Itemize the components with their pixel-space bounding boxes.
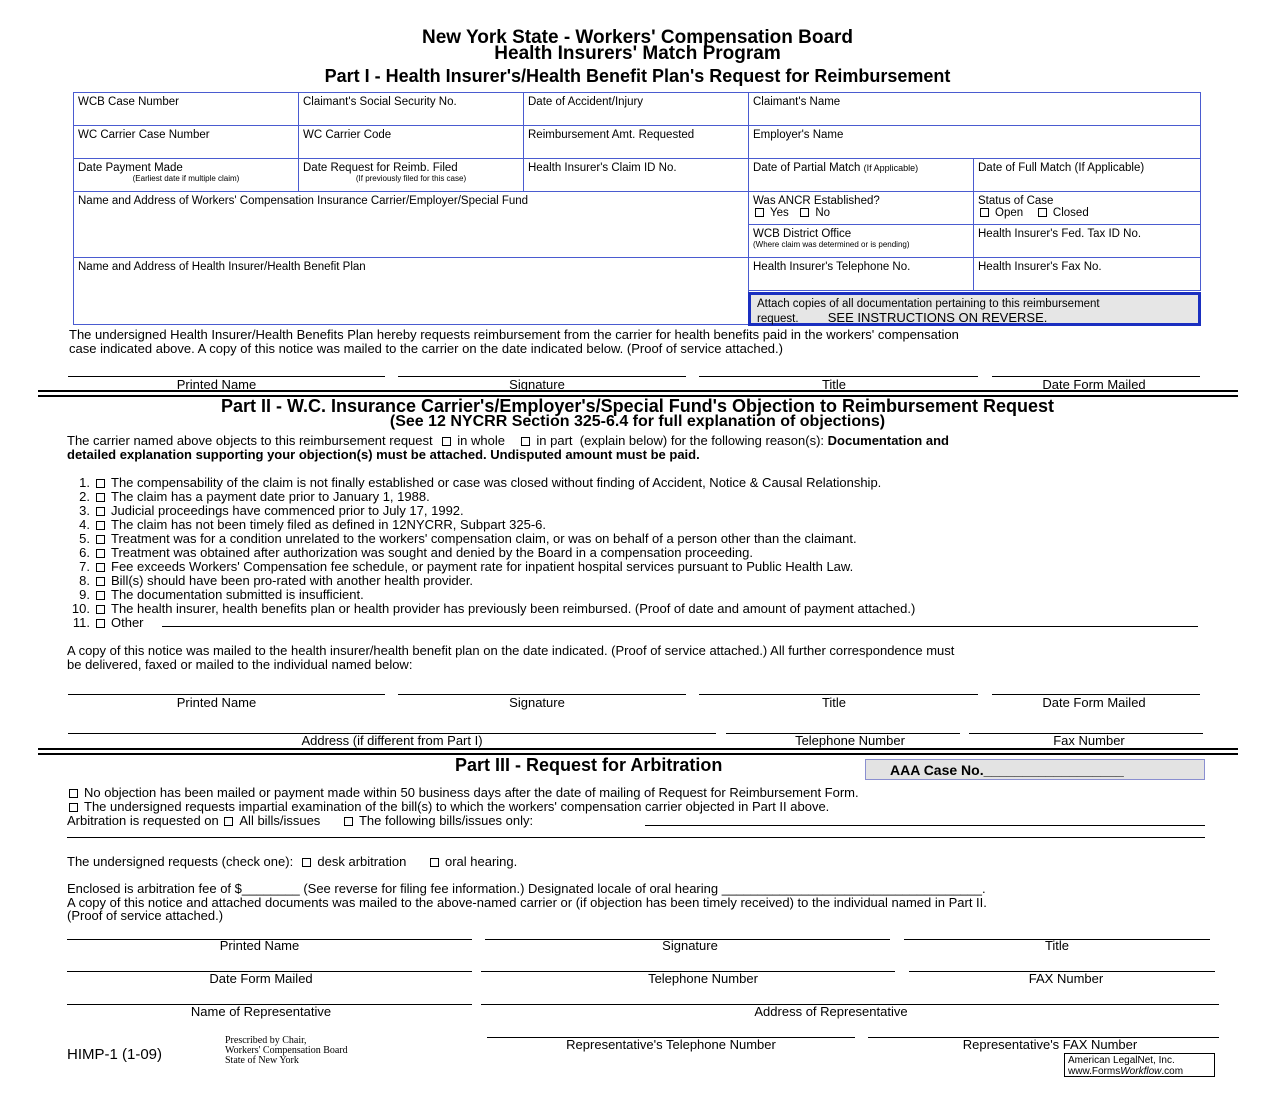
- part3-arbitration-row: [67, 813, 533, 828]
- part1-printed-name-label: Printed Name: [176, 377, 257, 392]
- ssn-label: Claimant's Social Security No.: [303, 96, 457, 108]
- ancr-field: [748, 191, 974, 225]
- part2-address-label: Address (if different from Part I): [301, 733, 483, 748]
- part3-fax-label: FAX Number: [1028, 971, 1104, 986]
- employer-name-label: Employer's Name: [753, 129, 844, 141]
- ancr-no-checkbox[interactable]: [800, 208, 809, 217]
- vendor-url[interactable]: [1068, 1066, 1183, 1077]
- ancr-yes-label: Yes: [770, 207, 789, 219]
- status-case-label: Status of Case: [978, 195, 1054, 207]
- part2-intro-bold-2: detailed explanation supporting your objection(s) must be attached. Undisputed amount must be paid.: [67, 447, 700, 462]
- reason-number: 9.: [79, 587, 90, 602]
- part2-intro-line: [67, 433, 949, 448]
- attach-note-2: request.: [757, 313, 799, 325]
- reason-text: Other: [111, 615, 144, 630]
- part2-telephone-label: Telephone Number: [795, 733, 905, 748]
- reason-checkbox[interactable]: [96, 605, 105, 614]
- part3-signature-label: Signature: [662, 938, 718, 953]
- reason-row-5: [66, 531, 857, 546]
- reason-text: The claim has a payment date prior to January 1, 1988.: [111, 489, 430, 504]
- examination-checkbox[interactable]: [69, 803, 78, 812]
- part1-statement-2: case indicated above. A copy of this notice was mailed to the carrier on the date indicated below. (Proof of service attached.): [69, 341, 783, 356]
- reason-row-9: [66, 587, 364, 602]
- insurer-address-label: Name and Address of Health Insurer/Health Benefit Plan: [78, 261, 366, 273]
- part3-copy-2: (Proof of service attached.): [67, 908, 224, 923]
- reason-checkbox[interactable]: [96, 479, 105, 488]
- status-case-field: [973, 191, 1201, 225]
- reason-text: Judicial proceedings have commenced prior to July 17, 1992.: [111, 503, 464, 518]
- arbitration-fee-line: Enclosed is arbitration fee of $________ (See reverse for filing fee information.) Designated locale of oral hearing ____________________________________.: [67, 881, 986, 896]
- reason-checkbox[interactable]: [96, 535, 105, 544]
- rep-telephone-label: Representative's Telephone Number: [566, 1037, 776, 1052]
- part3-title: Part III - Request for Arbitration: [455, 755, 723, 775]
- reason-checkbox[interactable]: [96, 591, 105, 600]
- claimant-name-field[interactable]: [748, 92, 1201, 126]
- insurer-fax-label: Health Insurer's Fax No.: [978, 261, 1102, 273]
- reason-row-6: [66, 545, 753, 560]
- status-closed-label: Closed: [1052, 207, 1089, 219]
- date-payment-sub: (Earliest date if multiple claim): [132, 174, 240, 183]
- claimant-name-label: Claimant's Name: [753, 96, 841, 108]
- reason-text: The compensability of the claim is not finally established or case was closed without finding of Accident, Notice & Causal Relationship.: [111, 475, 882, 490]
- part1-title-label: Title: [821, 377, 847, 392]
- employer-name-field[interactable]: [748, 125, 1201, 159]
- rep-fax-label: Representative's FAX Number: [962, 1037, 1138, 1052]
- reason-row-3: [66, 503, 464, 518]
- reason-row-11: [66, 615, 144, 630]
- status-open-label: Open: [995, 207, 1024, 219]
- carrier-code-label: WC Carrier Code: [303, 129, 392, 141]
- reason-text: The documentation submitted is insufficient.: [111, 587, 364, 602]
- insurer-telephone-field[interactable]: [748, 257, 974, 291]
- reason-row-4: [66, 517, 546, 532]
- reason-row-1: [66, 475, 881, 490]
- reason-row-10: [66, 601, 915, 616]
- reimb-amt-field[interactable]: [523, 125, 749, 159]
- examination-label: The undersigned requests impartial examination of the bill(s) to which the workers' compensation carrier objected in Part II above.: [84, 799, 830, 814]
- vendor-name: American LegalNet, Inc.: [1068, 1055, 1175, 1066]
- part1-statement-1: The undersigned Health Insurer/Health Benefits Plan hereby requests reimbursement from the carrier for health benefits paid in the workers' compensation: [69, 327, 959, 342]
- part2-intro-a: The carrier named above objects to this reimbursement request: [67, 433, 433, 448]
- claim-id-field[interactable]: [523, 158, 749, 192]
- prescribed-3: State of New York: [225, 1055, 299, 1066]
- reason-row-7: [66, 559, 853, 574]
- part2-printed-name-label: Printed Name: [176, 695, 257, 710]
- reason-checkbox[interactable]: [96, 563, 105, 572]
- date-accident-field[interactable]: [523, 92, 749, 126]
- no-objection-checkbox[interactable]: [69, 789, 78, 798]
- following-bills-line[interactable]: [645, 825, 1205, 826]
- divider-part3: [38, 748, 1238, 755]
- part1-title: Part I - Health Insurer's/Health Benefit Plan's Request for Reimbursement: [324, 66, 951, 86]
- part3-telephone-label: Telephone Number: [648, 971, 758, 986]
- reason-text: Treatment was obtained after authorization was sought and denied by the Board in a compensation proceeding.: [111, 545, 753, 560]
- part1-date-label: Date Form Mailed: [1042, 377, 1146, 392]
- vendor-url-part1: www.Forms: [1068, 1066, 1121, 1077]
- reason-checkbox[interactable]: [96, 619, 105, 628]
- program-title: Health Insurers' Match Program: [494, 43, 781, 64]
- form-title: New York State - Workers' Compensation Board: [421, 27, 854, 48]
- reason-row-2: [66, 489, 430, 504]
- attach-note: Attach copies of all documentation pertaining to this reimbursement: [757, 298, 1100, 310]
- full-match-field[interactable]: [973, 158, 1201, 192]
- reimb-amt-label: Reimbursement Amt. Requested: [528, 129, 695, 141]
- part3-no-objection-row: [67, 785, 859, 800]
- part2-notice-2: be delivered, faxed or mailed to the individual named below:: [67, 657, 413, 672]
- vendor-box: [1064, 1053, 1215, 1077]
- reason-checkbox[interactable]: [96, 577, 105, 586]
- aaa-case-number-field[interactable]: AAA Case No.__________________: [865, 759, 1205, 780]
- carrier-code-field[interactable]: [298, 125, 524, 159]
- part3-title-label: Title: [1044, 938, 1070, 953]
- ssn-field[interactable]: [298, 92, 524, 126]
- in-whole-label: in whole: [457, 433, 505, 448]
- reason-checkbox[interactable]: [96, 549, 105, 558]
- district-office-sub: (Where claim was determined or is pending): [753, 240, 910, 249]
- reason-number: 5.: [79, 531, 90, 546]
- status-closed-checkbox[interactable]: [1038, 208, 1047, 217]
- part3-date-mailed-label: Date Form Mailed: [209, 971, 313, 986]
- reason-number: 10.: [71, 601, 90, 616]
- carrier-address-field[interactable]: [73, 191, 749, 258]
- wcb-case-number-field[interactable]: [73, 92, 299, 126]
- oral-hearing-checkbox[interactable]: [430, 858, 439, 867]
- part2-title-label: Title: [821, 695, 847, 710]
- arbitration-prefix: Arbitration is requested on: [67, 813, 219, 828]
- desk-arbitration-label: desk arbitration: [317, 854, 407, 869]
- reason-number: 1.: [79, 475, 90, 490]
- other-reason-line[interactable]: [162, 626, 1198, 627]
- ancr-label: Was ANCR Established?: [753, 195, 880, 207]
- rep-address-label: Address of Representative: [754, 1004, 908, 1019]
- reason-number: 7.: [79, 559, 90, 574]
- full-match-label: Date of Full Match (If Applicable): [978, 162, 1145, 174]
- part2-intro-bold-1: Documentation and: [827, 433, 949, 448]
- check-one-label: The undersigned requests (check one):: [67, 854, 294, 869]
- attach-notice-box: [748, 292, 1201, 326]
- reason-number: 11.: [72, 615, 90, 630]
- partial-match-label: Date of Partial Match: [753, 162, 861, 174]
- part3-check-one-row: [67, 854, 517, 869]
- carrier-case-number-field[interactable]: [73, 125, 299, 159]
- ancr-no-label: No: [815, 207, 831, 219]
- prescribed-1: Prescribed by Chair,: [225, 1035, 307, 1046]
- see-instructions: SEE INSTRUCTIONS ON REVERSE.: [827, 310, 1048, 325]
- part3-copy-1: A copy of this notice and attached documents was mailed to the above-named carrier or (if objection has been timely received) to the individual named in Part II.: [67, 895, 987, 910]
- following-bills-line-2[interactable]: [67, 837, 1205, 838]
- reason-text: Treatment was for a condition unrelated to the workers' compensation claim, or was on behalf of a person other than the claimant.: [111, 531, 857, 546]
- following-bills-label: The following bills/issues only:: [358, 813, 534, 828]
- date-accident-label: Date of Accident/Injury: [528, 96, 644, 108]
- date-payment-label: Date Payment Made: [78, 162, 183, 174]
- insurer-telephone-label: Health Insurer's Telephone No.: [753, 261, 911, 273]
- ancr-yes-checkbox[interactable]: [755, 208, 764, 217]
- partial-match-note: (If Applicable): [863, 163, 919, 173]
- in-part-label: in part: [536, 433, 573, 448]
- date-request-field[interactable]: [298, 158, 524, 192]
- reason-text: Bill(s) should have been pro-rated with another health provider.: [111, 573, 474, 588]
- all-bills-checkbox[interactable]: [224, 817, 233, 826]
- in-whole-checkbox[interactable]: [442, 437, 451, 446]
- reason-number: 3.: [79, 503, 90, 518]
- district-office-field[interactable]: [748, 224, 974, 258]
- date-request-sub: (If previously filed for this case): [355, 174, 467, 183]
- reason-number: 6.: [79, 545, 90, 560]
- prescribed-2: Workers' Compensation Board: [225, 1045, 348, 1056]
- reason-text: Fee exceeds Workers' Compensation fee schedule, or payment rate for inpatient hospital services pursuant to Public Health Law.: [111, 559, 854, 574]
- date-payment-field[interactable]: [73, 158, 299, 192]
- part1-signature-label: Signature: [509, 377, 565, 392]
- vendor-url-part3: .com: [1161, 1066, 1184, 1077]
- part3-examination-row: [67, 799, 829, 814]
- oral-hearing-label: oral hearing.: [444, 854, 518, 869]
- partial-match-field[interactable]: [748, 158, 974, 192]
- reason-text: The health insurer, health benefits plan or health provider has previously been reimbursed. (Proof of date and amount of payment attached.): [111, 601, 916, 616]
- part2-title: Part II - W.C. Insurance Carrier's/Employer's/Special Fund's Objection to Reimbursement Request: [220, 396, 1055, 416]
- prescribed-block: [225, 1036, 348, 1066]
- wcb-case-number-label: WCB Case Number: [78, 96, 179, 108]
- following-bills-checkbox[interactable]: [344, 817, 353, 826]
- reason-number: 4.: [79, 517, 90, 532]
- reason-number: 8.: [79, 573, 90, 588]
- date-request-label: Date Request for Reimb. Filed: [303, 162, 458, 174]
- fed-tax-label: Health Insurer's Fed. Tax ID No.: [978, 228, 1142, 240]
- part2-intro-b: (explain below) for the following reason(s):: [579, 433, 825, 448]
- part2-signature-label: Signature: [509, 695, 565, 710]
- reason-checkbox[interactable]: [96, 521, 105, 530]
- in-part-checkbox[interactable]: [521, 437, 530, 446]
- part2-fax-label: Fax Number: [1053, 733, 1125, 748]
- insurer-address-field[interactable]: [73, 257, 749, 325]
- vendor-url-part2: Workflow: [1120, 1066, 1162, 1077]
- claim-id-label: Health Insurer's Claim ID No.: [528, 162, 677, 174]
- carrier-address-label: Name and Address of Workers' Compensation Insurance Carrier/Employer/Special Fund: [78, 195, 529, 207]
- carrier-case-number-label: WC Carrier Case Number: [78, 129, 210, 141]
- reason-row-8: [66, 573, 473, 588]
- reason-checkbox[interactable]: [96, 507, 105, 516]
- reason-text: The claim has not been timely filed as defined in 12NYCRR, Subpart 325-6.: [111, 517, 547, 532]
- reason-checkbox[interactable]: [96, 493, 105, 502]
- desk-arbitration-checkbox[interactable]: [302, 858, 311, 867]
- fed-tax-field[interactable]: [973, 224, 1201, 258]
- form-id: HIMP-1 (1-09): [67, 1046, 163, 1063]
- district-office-label: WCB District Office: [753, 228, 852, 240]
- all-bills-label: All bills/issues: [239, 813, 321, 828]
- part2-notice-1: A copy of this notice was mailed to the health insurer/health benefit plan on the date indicated. (Proof of service attached.) All further correspondence must: [67, 643, 955, 658]
- rep-name-label: Name of Representative: [190, 1004, 332, 1019]
- part2-subtitle: (See 12 NYCRR Section 325-6.4 for full explanation of objections): [389, 413, 886, 430]
- status-open-checkbox[interactable]: [980, 208, 989, 217]
- insurer-fax-field[interactable]: [973, 257, 1201, 291]
- part3-printed-name-label: Printed Name: [219, 938, 300, 953]
- no-objection-label: No objection has been mailed or payment made within 50 business days after the date of mailing of Request for Reimbursement Form.: [84, 785, 859, 800]
- part2-date-label: Date Form Mailed: [1042, 695, 1146, 710]
- reason-number: 2.: [79, 489, 90, 504]
